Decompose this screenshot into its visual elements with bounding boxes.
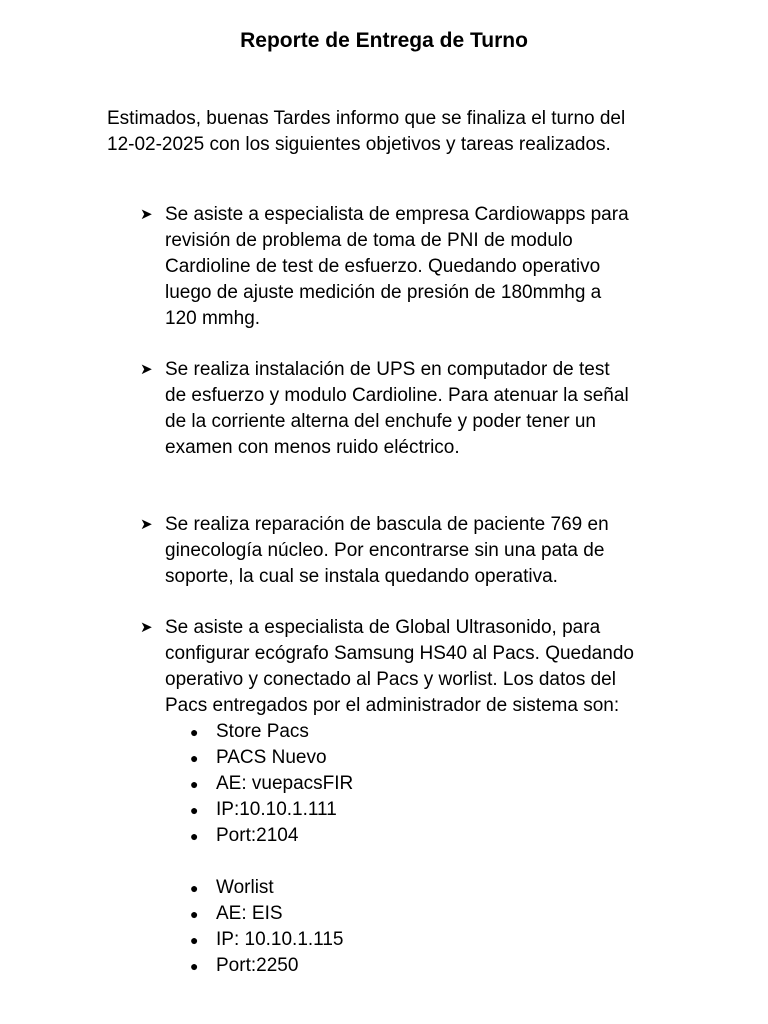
list-item-text: Worlist xyxy=(216,877,274,898)
intro-line: Estimados, buenas Tardes informo que se finaliza el turno del xyxy=(107,108,626,129)
list-item xyxy=(190,797,680,823)
list-item xyxy=(190,927,680,953)
task-item xyxy=(140,202,680,332)
list-item-text: IP: 10.10.1.115 xyxy=(216,929,344,950)
task-text: Se asiste a especialista de Global Ultrasonido, para configurar ecógrafo Samsung HS40 al Pacs. Quedando operativo y conectado al Pacs y worlist. Los datos del Pacs entregados por el administrador de sistema son: xyxy=(165,617,634,716)
list-item-text: PACS Nuevo xyxy=(216,747,327,768)
task-item xyxy=(140,357,680,461)
pacs-details-list xyxy=(190,719,680,849)
list-item xyxy=(190,953,680,979)
arrow-bullet-icon: ➤ xyxy=(140,619,153,636)
list-item xyxy=(190,719,680,745)
arrow-bullet-icon: ➤ xyxy=(140,361,153,378)
bullet-icon: ● xyxy=(190,750,199,766)
list-item xyxy=(190,771,680,797)
bullet-icon: ● xyxy=(190,776,199,792)
list-item-text: AE: vuepacsFIR xyxy=(216,773,354,794)
bullet-icon: ● xyxy=(190,932,199,948)
task-text: Se realiza reparación de bascula de paciente 769 en ginecología núcleo. Por encontrarse sin una pata de soporte, la cual se instala quedando operativa. xyxy=(165,514,609,587)
task-item xyxy=(140,615,680,979)
task-text: Se realiza instalación de UPS en computador de test de esfuerzo y modulo Cardioline. Para atenuar la señal de la corriente alterna del enchufe y poder tener un examen con menos ruido eléctrico. xyxy=(165,359,629,458)
intro-paragraph xyxy=(107,106,677,158)
arrow-bullet-icon: ➤ xyxy=(140,516,153,533)
bullet-icon: ● xyxy=(190,880,199,896)
bullet-icon: ● xyxy=(190,958,199,974)
list-item-text: Port:2104 xyxy=(216,825,299,846)
list-item-text: Store Pacs xyxy=(216,721,309,742)
list-item xyxy=(190,875,680,901)
bullet-icon: ● xyxy=(190,724,199,740)
list-item-text: AE: EIS xyxy=(216,903,283,924)
bullet-icon: ● xyxy=(190,906,199,922)
list-item-text: IP:10.10.1.111 xyxy=(216,799,337,820)
bullet-icon: ● xyxy=(190,802,199,818)
task-text: Se asiste a especialista de empresa Cardiowapps para revisión de problema de toma de PNI de modulo Cardioline de test de esfuerzo. Quedando operativo luego de ajuste medición de presión de 180mmhg a 120 mmhg. xyxy=(165,204,629,329)
intro-line: 12-02-2025 con los siguientes objetivos y tareas realizados. xyxy=(107,134,611,155)
list-item xyxy=(190,901,680,927)
list-item xyxy=(190,823,680,849)
list-item xyxy=(190,745,680,771)
arrow-bullet-icon: ➤ xyxy=(140,206,153,223)
document-title: Reporte de Entrega de Turno xyxy=(240,29,528,52)
task-item xyxy=(140,512,680,590)
bullet-icon: ● xyxy=(190,828,199,844)
list-item-text: Port:2250 xyxy=(216,955,299,976)
worklist-details-list xyxy=(190,875,680,979)
